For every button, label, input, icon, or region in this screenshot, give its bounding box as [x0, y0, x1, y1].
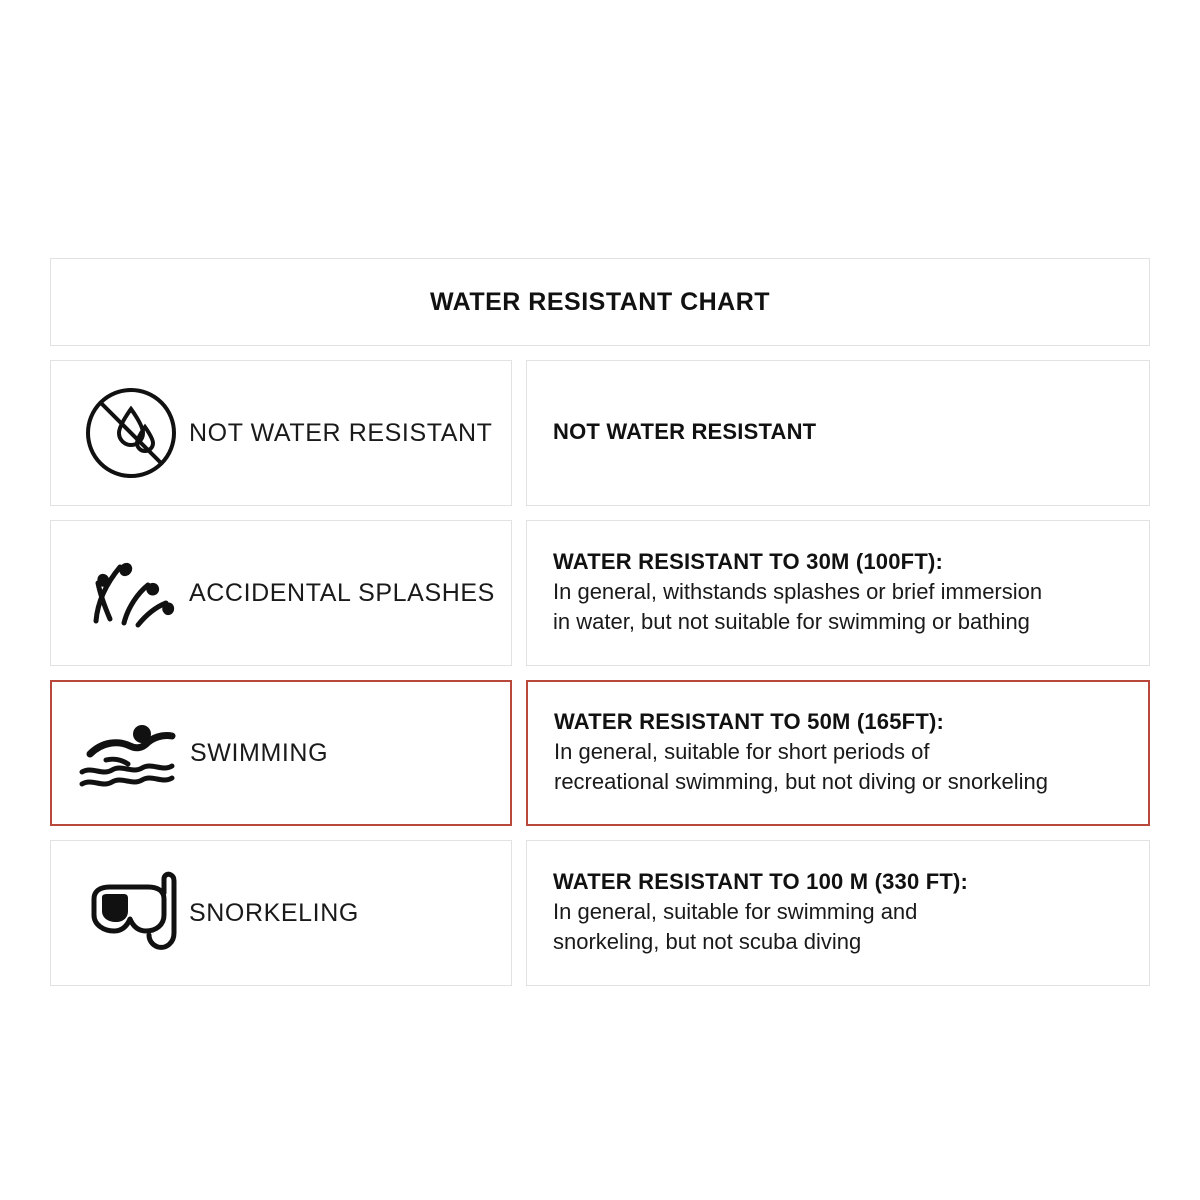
row-label-cell-not-water-resistant: [50, 360, 512, 506]
row-label: ACCIDENTAL SPLASHES: [189, 578, 495, 607]
description-line-2: snorkeling, but not scuba diving: [553, 929, 862, 954]
rating-text: WATER RESISTANT TO 50M (165FT):: [554, 709, 945, 735]
description-line-1: In general, withstands splashes or brief immersion: [553, 579, 1043, 605]
row-label-cell-accidental-splashes: [50, 520, 512, 666]
rating-text: NOT WATER RESISTANT: [553, 419, 817, 444]
description-line-1: In general, suitable for short periods of: [554, 739, 930, 765]
row-detail-cell-not-water-resistant: [526, 360, 1150, 506]
rating-text: WATER RESISTANT TO 30M (100FT):: [553, 549, 944, 575]
description-line-1: In general, suitable for swimming and: [553, 899, 918, 925]
snorkel-mask-icon: [73, 858, 189, 968]
row-label: SNORKELING: [189, 898, 359, 927]
table-row-highlighted: [50, 680, 1150, 826]
rating-text: WATER RESISTANT TO 100 M (330 FT):: [553, 869, 969, 895]
row-label-cell-swimming: [50, 680, 512, 826]
description-text: [553, 897, 1123, 956]
row-detail-cell-snorkeling: [526, 840, 1150, 986]
row-label: NOT WATER RESISTANT: [189, 418, 493, 447]
table-row: [50, 520, 1150, 666]
table-row: [50, 360, 1150, 506]
description-line-2: recreational swimming, but not diving or snorkeling: [554, 769, 1049, 794]
water-resistant-chart: [50, 258, 1150, 986]
row-label: SWIMMING: [190, 738, 329, 767]
description-line-2: in water, but not suitable for swimming or bathing: [553, 609, 1030, 634]
page-title: WATER RESISTANT CHART: [429, 287, 771, 316]
chart-header: [50, 258, 1150, 346]
table-row: [50, 840, 1150, 986]
description-text: [554, 737, 1122, 796]
no-water-drops-icon: [73, 378, 189, 488]
row-label-cell-snorkeling: [50, 840, 512, 986]
row-detail-cell-swimming: [526, 680, 1150, 826]
description-text: [553, 577, 1123, 636]
row-detail-cell-accidental-splashes: [526, 520, 1150, 666]
swimmer-icon: [74, 698, 190, 808]
water-splash-icon: [73, 538, 189, 648]
